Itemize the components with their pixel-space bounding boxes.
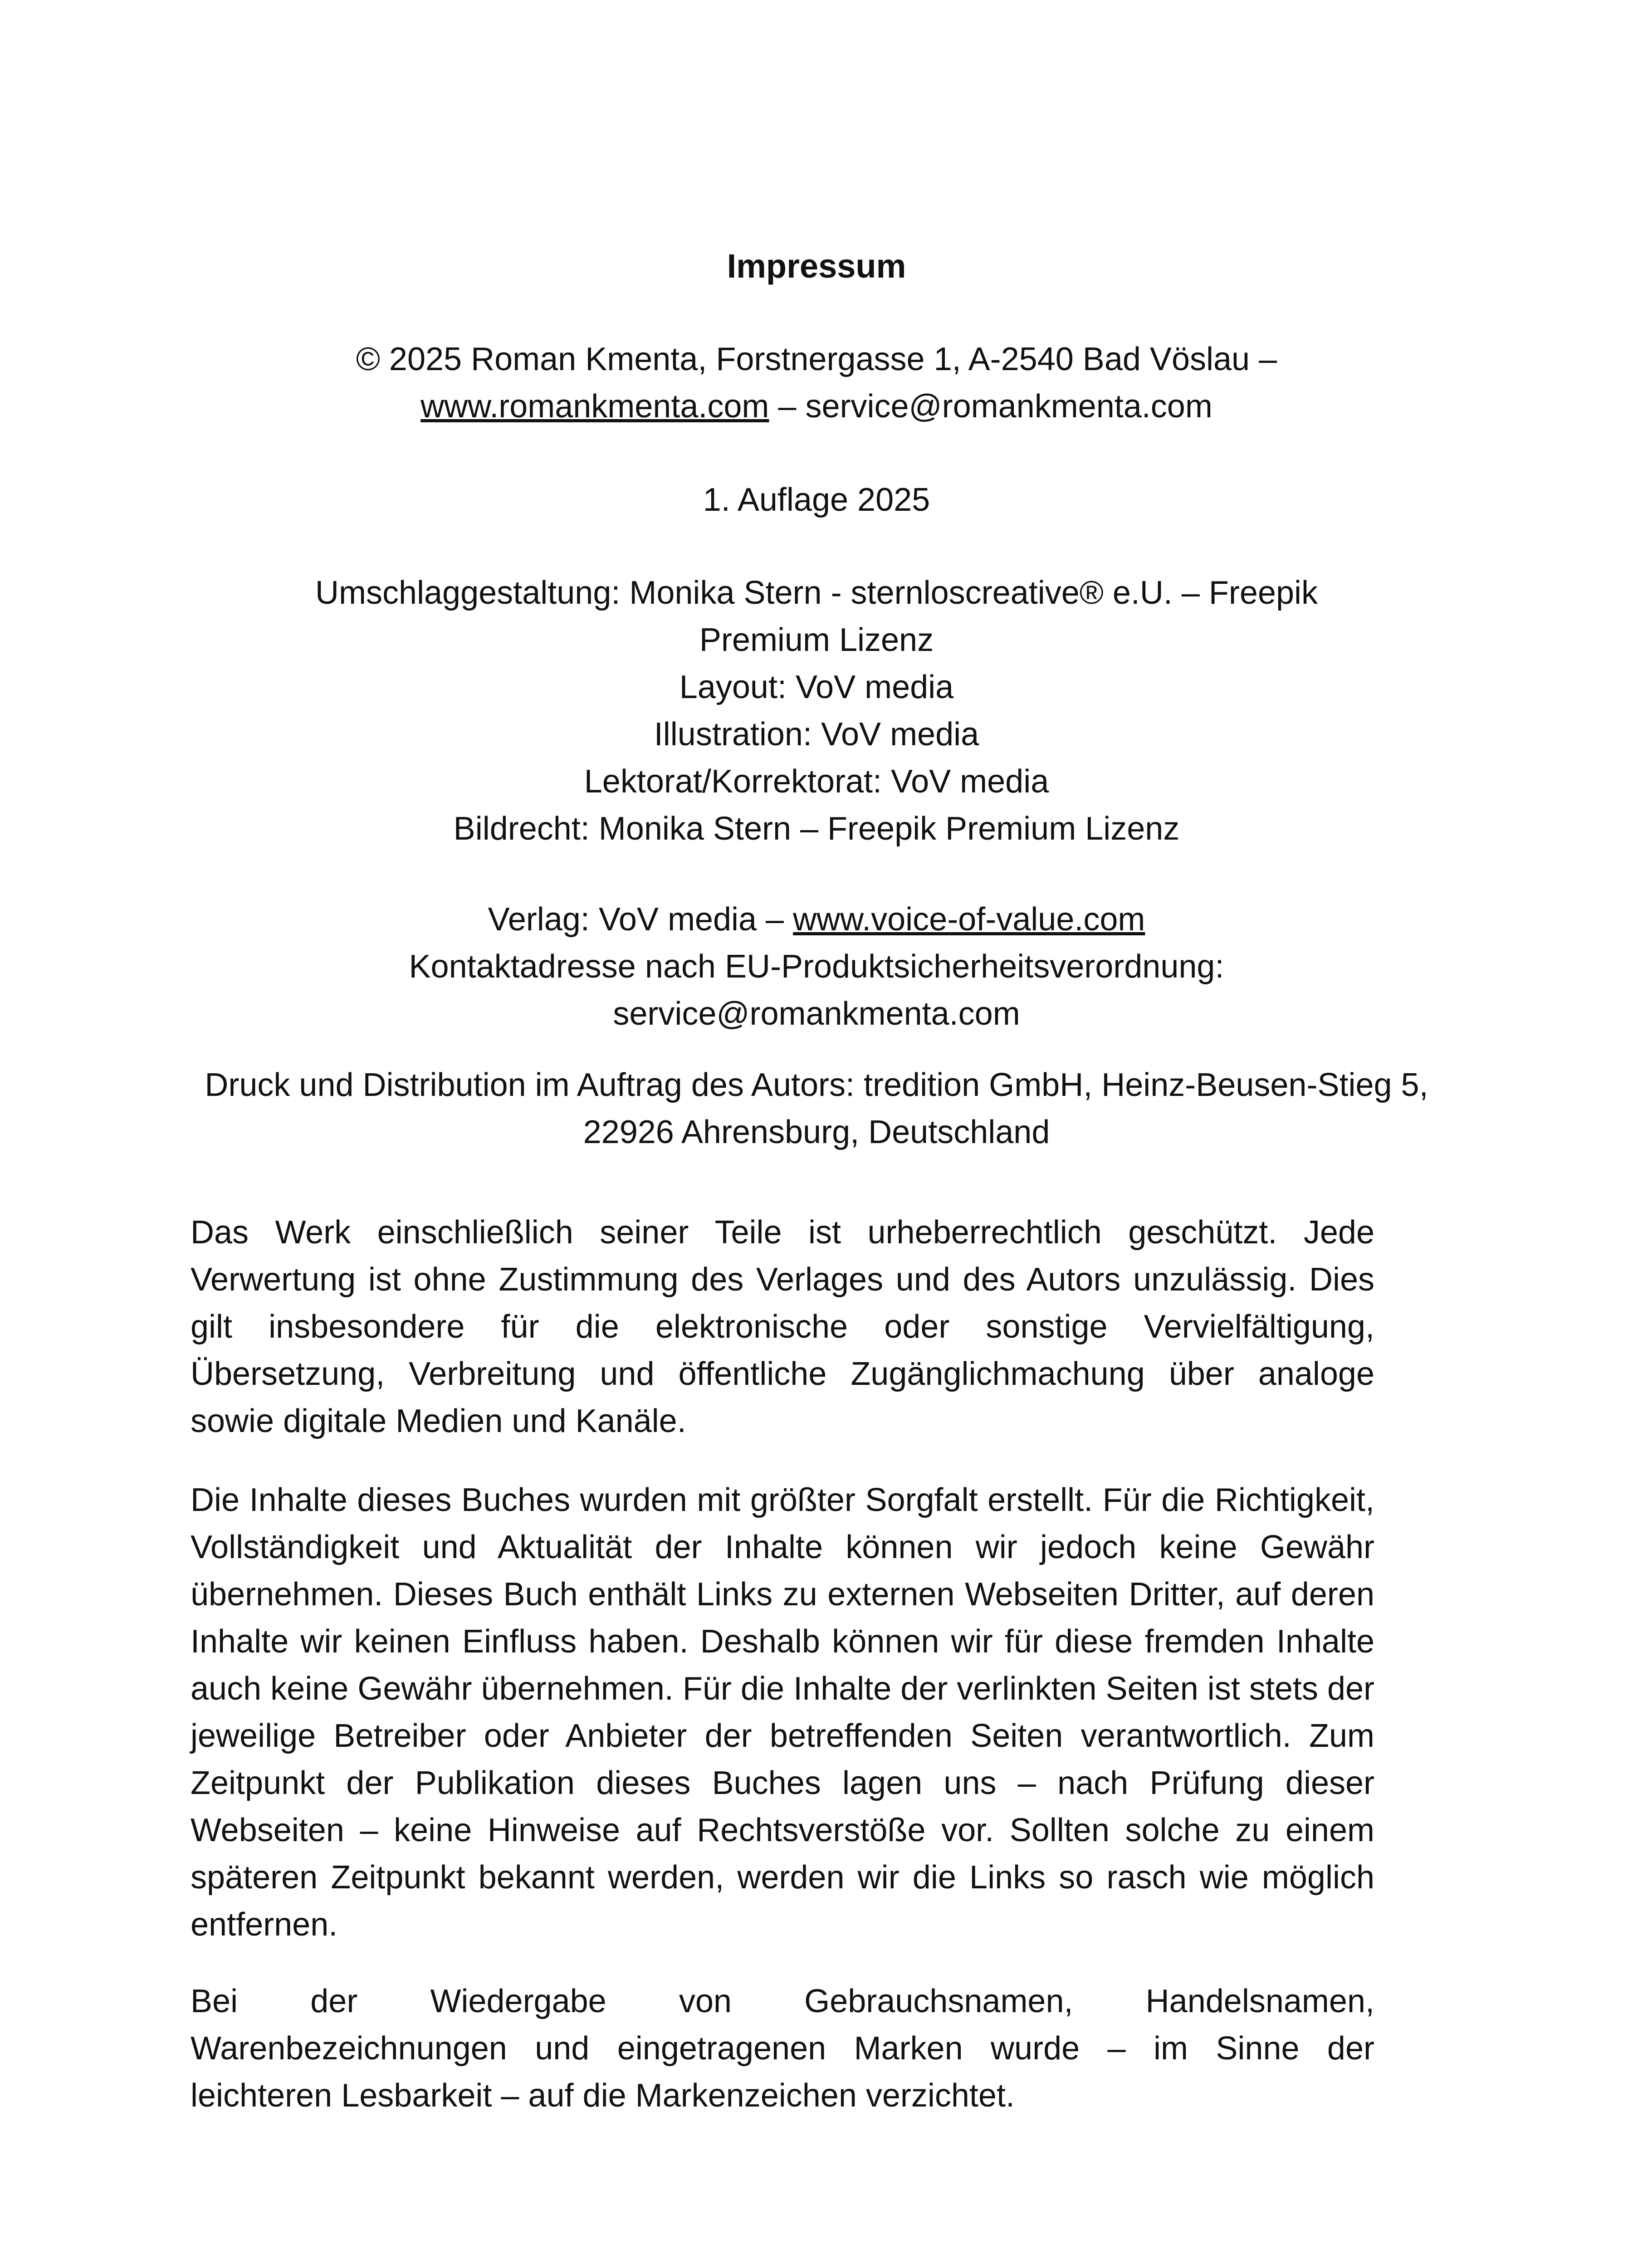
copyright-notice-paragraph: Das Werk einschließlich seiner Teile ist urheberrechtlich geschützt. Jede Verwertung ist ohne Zustimmung des Verlages und des Autors unzulässig. Dies gilt insbesondere für die elektronische oder sonstige Vervielfältigung, Übersetzung, Verbreitung und öffentliche Zugänglichmachung über analoge sowie digitale Medien und Kanäle. [191,1214,1374,1439]
copyright-block [0,336,1633,430]
distribution-block [191,1061,1442,1156]
publisher-name: Verlag: VoV media – [488,901,793,938]
credit-layout: Layout: VoV media [679,669,954,705]
publisher-line [0,896,1633,943]
contact-email: service@romankmenta.com [613,996,1020,1032]
author-website-link[interactable]: www.romankmenta.com [420,388,769,425]
credit-illustration: Illustration: VoV media [654,716,979,753]
publisher-block [0,896,1633,1037]
copyright-contact-line [0,383,1633,430]
contact-label: Kontaktadresse nach EU-Produktsicherheitsverordnung: [409,948,1224,985]
credits-block [254,569,1379,852]
edition-text: 1. Auflage 2025 [703,482,930,518]
page-title: Impressum [727,247,906,285]
publisher-website-link[interactable]: www.voice-of-value.com [793,901,1145,938]
disclaimer-paragraph: Die Inhalte dieses Buches wurden mit größter Sorgfalt erstellt. Für die Richtigkeit, Vollständigkeit und Aktualität der Inhalte können wir jedoch keine Gewähr übernehmen. Dieses Buch enthält Links zu externen Webseiten Dritter, auf deren Inhalte wir keinen Einfluss haben. Deshalb können wir für diese fremden Inhalte auch keine Gewähr übernehmen. Für die Inhalte der verlinkten Seiten ist stets der jeweilige Betreiber oder Anbieter der betreffenden Seiten verantwortlich. Zum Zeitpunkt der Publikation dieses Buches lagen uns – nach Prüfung dieser Webseiten – keine Hinweise auf Rechtsverstöße vor. Sollten solche zu einem späteren Zeitpunkt bekannt werden, werden wir die Links so rasch wie möglich entfernen. [191,1482,1374,1943]
credit-image-rights: Bildrecht: Monika Stern – Freepik Premium Lizenz [453,811,1180,847]
author-email: – service@romankmenta.com [769,388,1213,425]
distribution-text: Druck und Distribution im Auftrag des Autors: tredition GmbH, Heinz-Beusen-Stieg 5, 22926 Ahrensburg, Deutschland [205,1067,1428,1150]
credit-editing: Lektorat/Korrektorat: VoV media [584,763,1049,800]
copyright-line: © 2025 Roman Kmenta, Forstnergasse 1, A-2540 Bad Vöslau – [356,341,1277,377]
edition-block [0,476,1633,523]
trademarks-paragraph: Bei der Wiedergabe von Gebrauchsnamen, Handelsnamen, Warenbezeichnungen und eingetragenen Marken wurde – im Sinne der leichteren Lesbarkeit – auf die Markenzeichen verzichtet. [191,1983,1374,2114]
credit-cover: Umschlaggestaltung: Monika Stern - sternloscreative® e.U. – Freepik Premium Lizenz [315,575,1318,658]
